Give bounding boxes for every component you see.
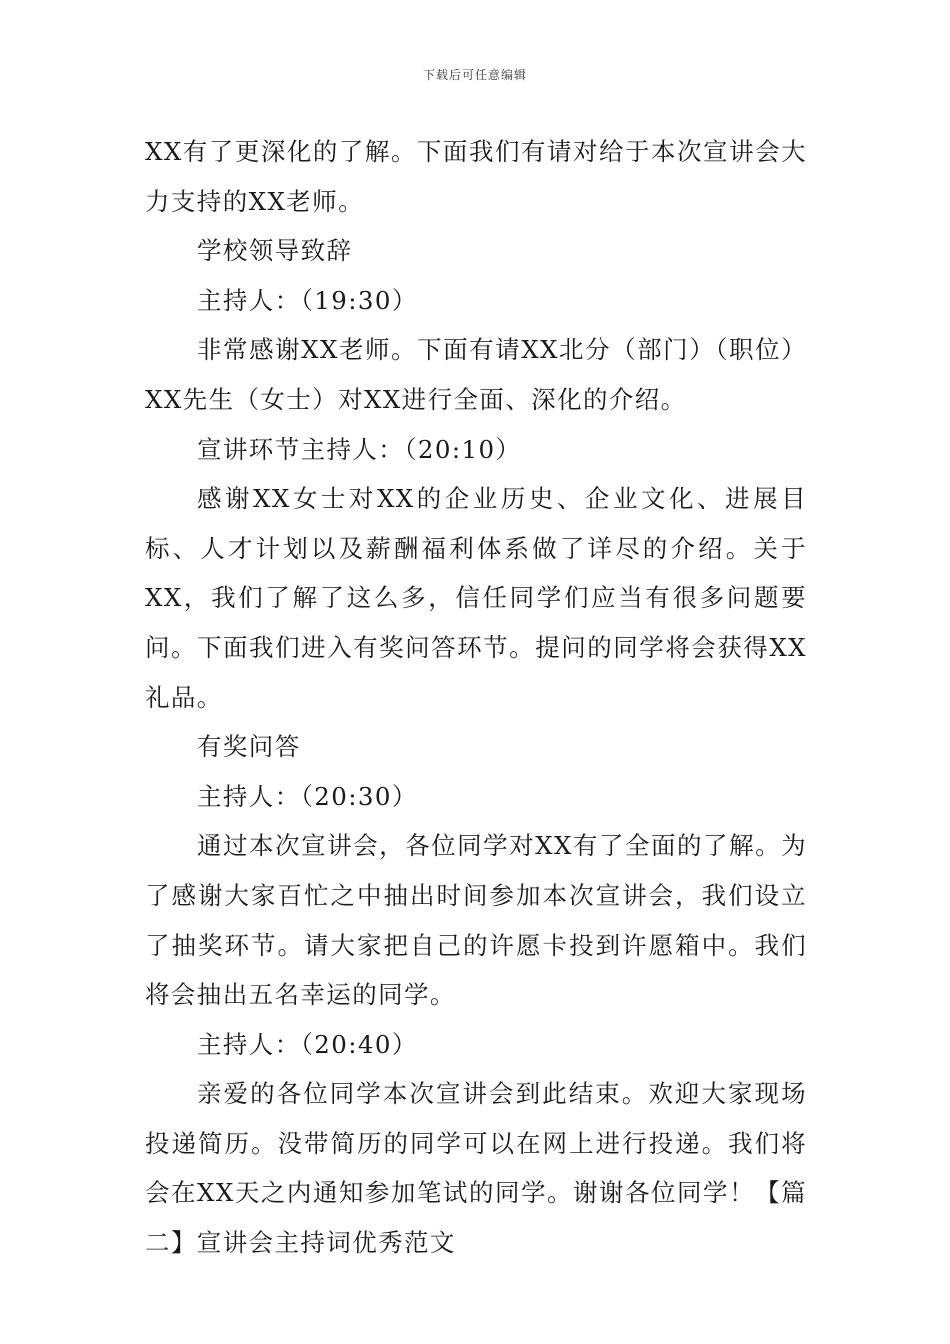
paragraph: 亲爱的各位同学本次宣讲会到此结束。欢迎大家现场投递简历。没带简历的同学可以在网上进行投递。我们将会在XX天之内通知参加笔试的同学。谢谢各位同学！【篇二】宣讲会主持词优秀范文	[145, 1079, 807, 1258]
section-heading: 有奖问答	[197, 732, 301, 762]
paragraph: 感谢XX女士对XX的企业历史、企业文化、进展目标、人才计划以及薪酬福利体系做了详尽的介绍。关于XX，我们了解了这么多，信任同学们应当有很多问题要问。下面我们进入有奖问答环节。提问的同学将会获得XX礼品。	[145, 484, 807, 712]
host-time-label: 主持人：（19:30）	[197, 285, 418, 315]
document-body	[145, 127, 807, 1268]
host-time-label: 主持人：（20:30）	[197, 781, 418, 811]
page-header: 下载后可任意编辑	[422, 68, 527, 82]
paragraph: 通过本次宣讲会，各位同学对XX有了全面的了解。为了感谢大家百忙之中抽出时间参加本次宣讲会，我们设立了抽奖环节。请大家把自己的许愿卡投到许愿箱中。我们将会抽出五名幸运的同学。	[145, 831, 807, 1010]
host-time-label: 主持人：（20:40）	[197, 1029, 418, 1059]
paragraph: XX有了更深化的了解。下面我们有请对给于本次宣讲会大力支持的XX老师。	[145, 137, 807, 216]
paragraph: 非常感谢XX老师。下面有请XX北分（部门）（职位）XX先生（女士）对XX进行全面、深化的介绍。	[145, 335, 807, 414]
host-time-label: 宣讲环节主持人：（20:10）	[197, 434, 522, 464]
section-heading: 学校领导致辞	[197, 236, 353, 266]
